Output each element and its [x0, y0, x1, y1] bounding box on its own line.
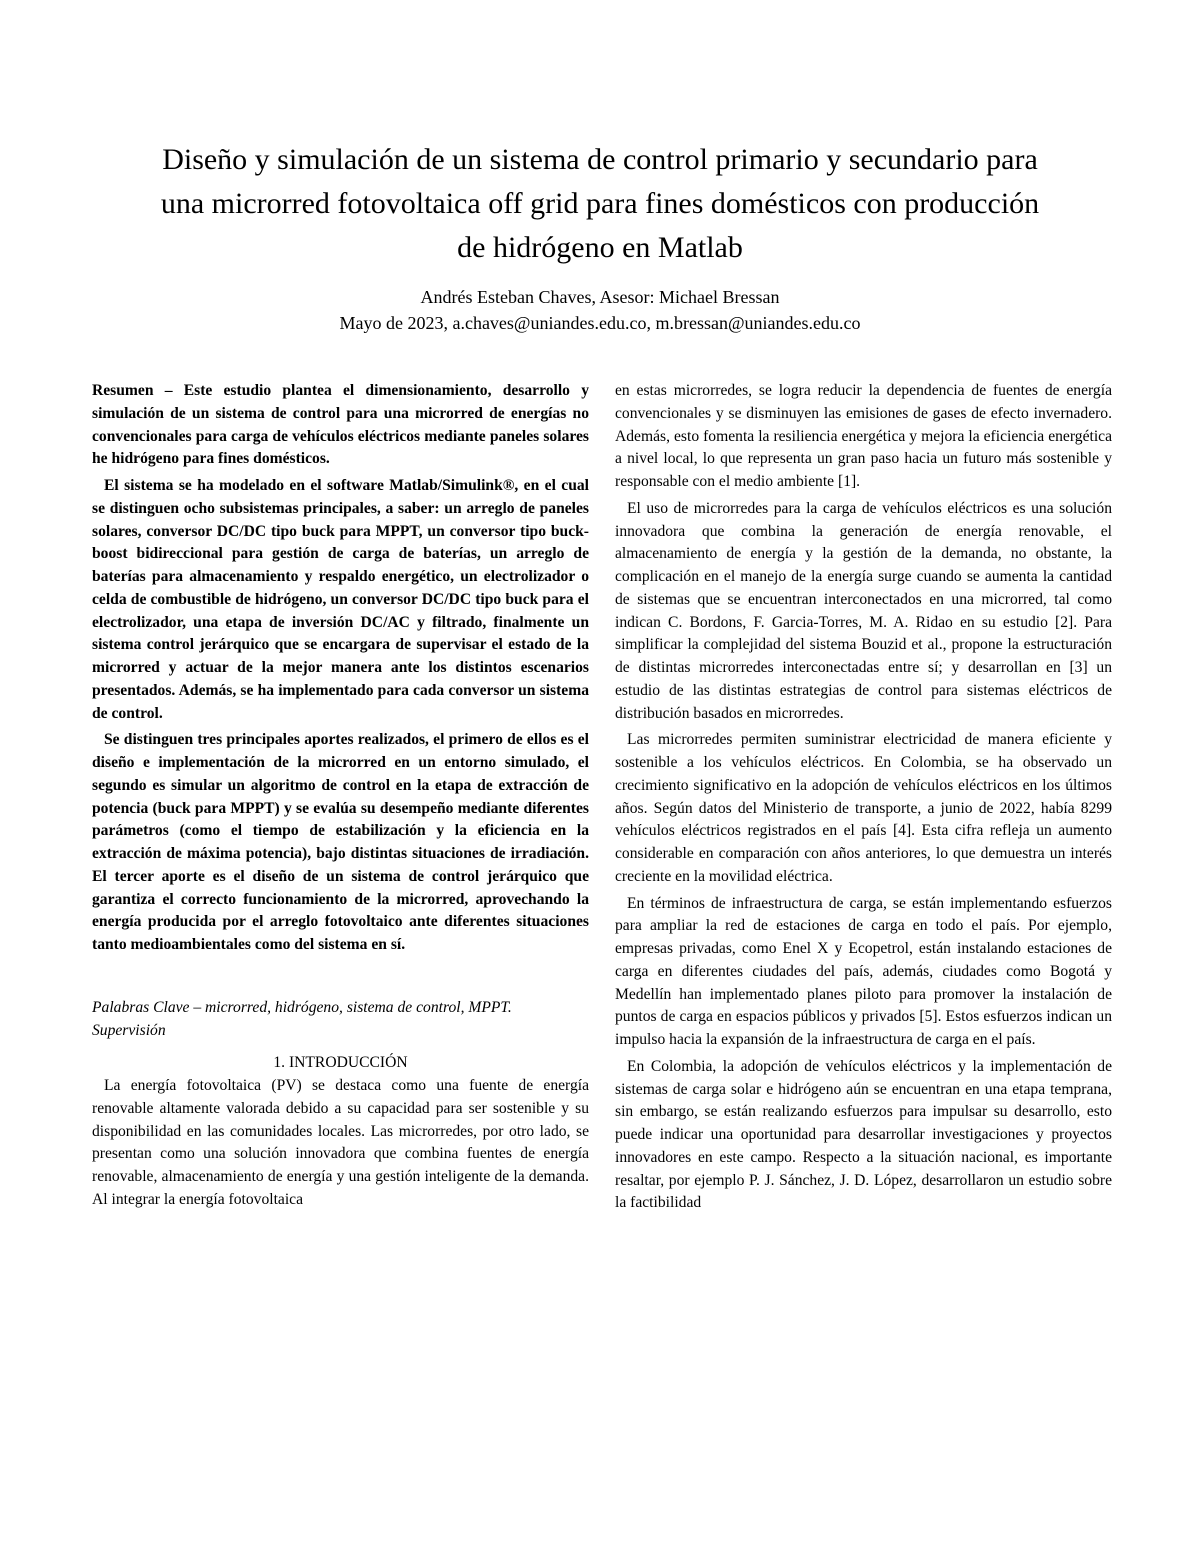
date-email-line: Mayo de 2023, a.chaves@uniandes.edu.co, m.bressan@uniandes.edu.co: [339, 313, 861, 333]
abstract-paragraph-1: Resumen – Este estudio plantea el dimensionamiento, desarrollo y simulación de un sistema de control para una microrred de energías no convencionales para carga de vehículos eléctricos mediante paneles solares he hidrógeno para fines domésticos.: [92, 382, 589, 468]
left-column: [92, 380, 589, 1216]
keywords: Palabras Clave – microrred, hidrógeno, sistema de control, MPPT. Supervisión: [92, 998, 512, 1039]
intro-paragraph-4: En términos de infraestructura de carga, se están implementando esfuerzos para ampliar la red de estaciones de carga en todo el país. Por ejemplo, empresas privadas, como Enel X y Ecopetrol, están instalando estaciones de carga en diferentes ciudades del país, además, ciudades como Bogotá y Medellín han implementado planes piloto para promover la instalación de puntos de carga en espacios públicos y privados [5]. Estos esfuerzos indican un impulso hacia la expansión de la infraestructura de carga en el país.: [615, 894, 1112, 1048]
section-heading-introduction: 1. INTRODUCCIÓN: [273, 1054, 408, 1072]
abstract-paragraph-3: Se distinguen tres principales aportes realizados, el primero de ellos es el diseño e implementación de la microrred en un entorno simulado, el segundo es simular un algoritmo de control en la etapa de extracción de potencia (buck para MPPT) y se evalúa su desempeño mediante diferentes parámetros (como el tiempo de estabilización y la eficiencia en la extracción de máxima potencia), bajo distintas situaciones de irradiación. El tercer aporte es el diseño de un sistema de control jerárquico que garantiza el correcto funcionamiento de la microrred, aprovechando la energía producida por el arreglo fotovoltaico ante diferentes situaciones tanto medioambientales como del sistema en sí.: [92, 731, 589, 953]
intro-paragraph-1: La energía fotovoltaica (PV) se destaca como una fuente de energía renovable altamente valorada debido a su capacidad para ser sostenible y su disponibilidad en las comunidades locales. Las microrredes, por otro lado, se presentan como una solución innovadora que combina fuentes de energía renovable, almacenamiento de energía y una gestión inteligente de la demanda. Al integrar la energía fotovoltaica: [92, 1077, 589, 1208]
intro-paragraph-5: En Colombia, la adopción de vehículos eléctricos y la implementación de sistemas de carga solar e hidrógeno aún se encuentran en una etapa temprana, sin embargo, se están realizando esfuerzos para impulsar su desarrollo, esto puede indicar una oportunidad para desarrollar investigaciones y proyectos innovadores en este campo. Respecto a la situación nacional, es importante resaltar, por ejemplo P. J. Sánchez, J. D. López, desarrollaron un estudio sobre la factibilidad: [615, 1057, 1112, 1212]
right-column: [615, 380, 1112, 1219]
paper-title: Diseño y simulación de un sistema de control primario y secundario para una microrred fotovoltaica off grid para fines domésticos con producción de hidrógeno en Matlab: [160, 143, 1040, 264]
author-line: Andrés Esteban Chaves, Asesor: Michael Bressan: [420, 287, 780, 307]
abstract-paragraph-2: El sistema se ha modelado en el software Matlab/Simulink®, en el cual se distinguen ocho subsistemas principales, a saber: un arreglo de paneles solares, conversor DC/DC tipo buck para MPPT, un conversor tipo buck-boost bidireccional para gestión de carga de baterías, un arreglo de baterías para almacenamiento y respaldo energético, un electrolizador o celda de combustible de hidrógeno, un conversor DC/DC tipo buck para el electrolizador, una etapa de inversión DC/AC y filtrado, finalmente un sistema control jerárquico que se encargara de supervisar el estado de la microrred y actuar de la mejor manera ante los distintos escenarios presentados. Además, se ha implementado para cada conversor un sistema de control.: [92, 477, 589, 722]
intro-paragraph-3: Las microrredes permiten suministrar electricidad de manera eficiente y sostenible a los vehículos eléctricos. En Colombia, se ha observado un crecimiento significativo en la adopción de vehículos eléctricos en los últimos años. Según datos del Ministerio de transporte, a junio de 2022, había 8299 vehículos eléctricos registrados en el país [4]. Esta cifra refleja un aumento considerable en comparación con años anteriores, lo que demuestra un interés creciente en la movilidad eléctrica.: [615, 731, 1112, 885]
intro-paragraph-2: El uso de microrredes para la carga de vehículos eléctricos es una solución innovadora que combina la generación de energía renovable, el almacenamiento de energía y la gestión de la demanda, no obstante, la complicación en el manejo de la energía surge cuando se aumenta la cantidad de sistemas que se encuentran interconectados en una microrred, tal como indican C. Bordons, F. Garcia-Torres, M. A. Ridao en su estudio [2]. Para simplificar la complejidad del sistema Bouzid et al., propone la estructuración de distintas microrredes interconectadas entre sí; y desarrollan en [3] un estudio de las distintas estrategias de control para sistemas eléctricos de distribución basados en microrredes.: [615, 499, 1112, 722]
intro-paragraph-1-continued: en estas microrredes, se logra reducir la dependencia de fuentes de energía convencionales y se disminuyen las emisiones de gases de efecto invernadero. Además, esto fomenta la resiliencia energética y mejora la eficiencia energética a nivel local, lo que representa un gran paso hacia un futuro más sostenible y responsable con el medio ambiente [1].: [615, 382, 1112, 490]
